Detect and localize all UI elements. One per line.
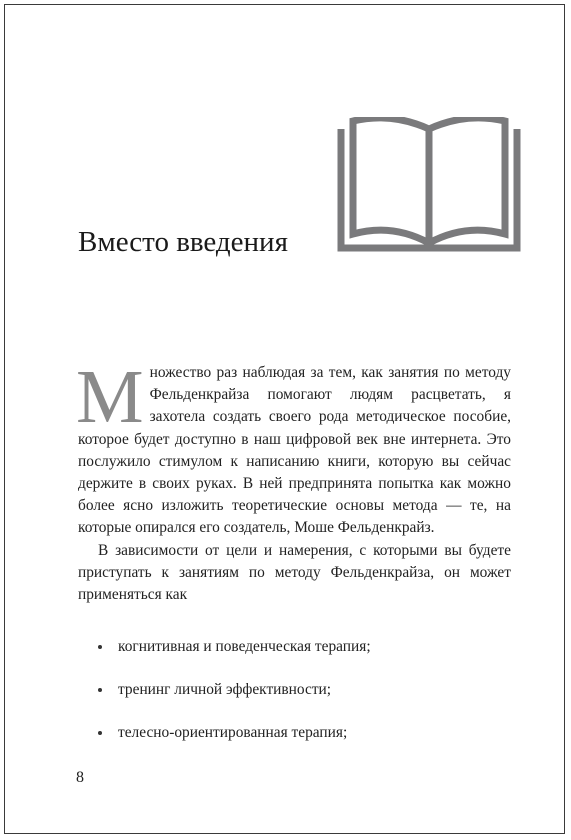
chapter-title: Вместо введения — [78, 226, 288, 258]
page-number: 8 — [76, 769, 84, 786]
bullet-icon — [98, 645, 102, 649]
body-text — [76, 355, 511, 606]
list-item — [96, 722, 371, 744]
paragraph-intro — [76, 355, 511, 540]
list-item-text: тренинг личной эффективности; — [118, 681, 332, 698]
bullet-list — [96, 636, 371, 765]
bullet-icon — [98, 731, 102, 735]
bullet-icon — [98, 688, 102, 692]
list-item-text: когнитивная и поведенческая терапия; — [118, 638, 371, 655]
list-item — [96, 636, 371, 658]
list-item-text: телесно-ориентированная терапия; — [118, 724, 348, 741]
paragraph-intro-text: ножество раз наблюдая за тем, как занятия по методу Фельденкрайза помогают людям расцветать, я захотела создать своего рода методическое пособие, которое будет доступно в наш цифровой век вне интернета. Это послужило стимулом к написанию книги, которую вы сейчас держите в своих руках. В ней предпринята попытка как можно более ясно изложить теоретические основы метода — те, на которые опирался его создатель, Моше Фельденкрайз. — [78, 364, 511, 537]
list-item — [96, 679, 371, 701]
paragraph-application: В зависимости от цели и намерения, с которыми вы будете приступать к занятиям по методу Фельденкрайза, он может применяться как — [78, 541, 511, 604]
open-book-icon — [337, 117, 521, 252]
drop-cap: М — [76, 355, 144, 439]
